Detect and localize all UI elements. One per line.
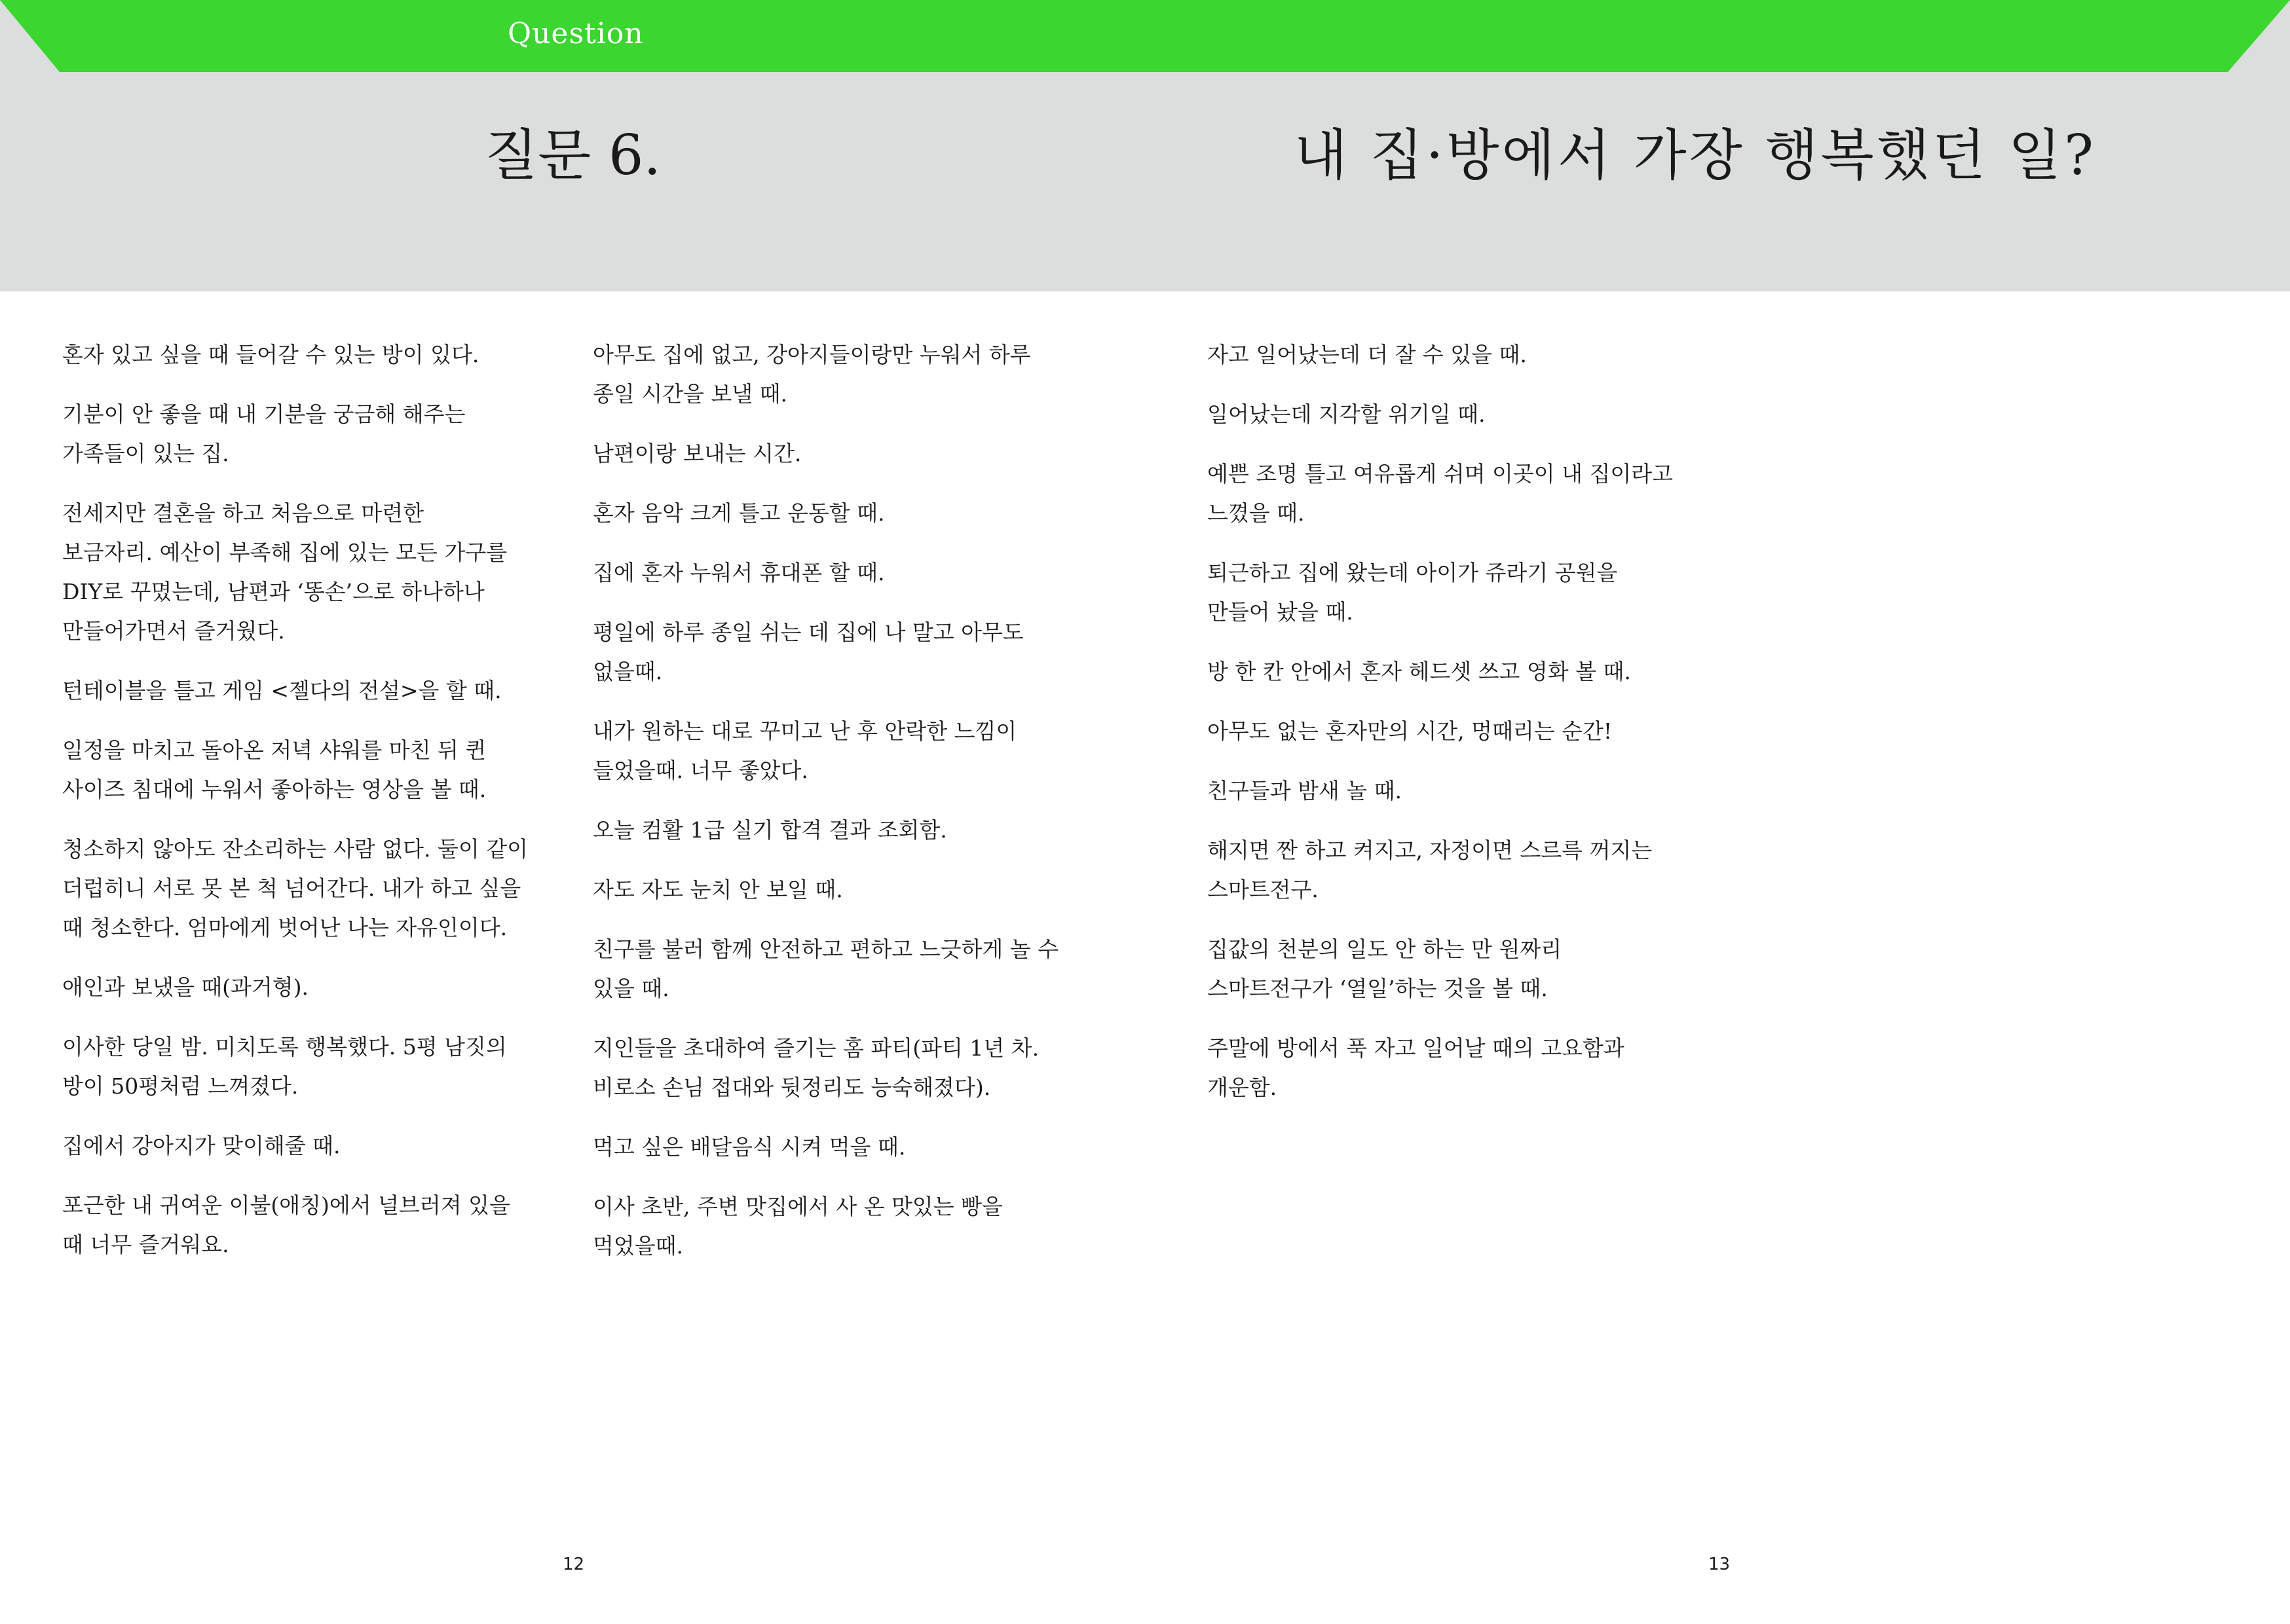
answer-item: 집값의 천분의 일도 안 하는 만 원짜리 스마트전구가 ‘열일’하는 것을 볼 때. (1207, 936, 1562, 1001)
answer-column-3 (1207, 335, 1718, 1128)
answer-item: 친구를 불러 함께 안전하고 편하고 느긋하게 놀 수 있을 때. (593, 936, 1059, 1001)
answer-column-2 (593, 335, 1097, 1286)
page-number-right: 13 (1708, 1555, 1731, 1574)
answer-item: 일어났는데 지각할 위기일 때. (1207, 401, 1486, 427)
answer-item: 애인과 보냈을 때(과거형). (62, 974, 309, 1000)
answer-item: 자고 일어났는데 더 잘 수 있을 때. (1207, 342, 1527, 367)
answer-column-1 (62, 335, 573, 1285)
answer-item: 친구들과 밤새 놀 때. (1207, 778, 1402, 803)
answer-item: 기분이 안 좋을 때 내 기분을 궁금해 해주는 가족들이 있는 집. (62, 401, 466, 466)
answer-item: 먹고 싶은 배달음식 시켜 먹을 때. (593, 1134, 906, 1160)
answer-item: 일정을 마치고 돌아온 저녁 샤워를 마친 뒤 퀸 사이즈 침대에 누워서 좋아하는 영상을 볼 때. (62, 737, 487, 802)
answer-item: 오늘 컴활 1급 실기 합격 결과 조회함. (593, 817, 947, 843)
answer-item: 평일에 하루 종일 쉬는 데 집에 나 말고 아무도 없을때. (593, 619, 1024, 684)
answer-item: 집에서 강아지가 맞이해줄 때. (62, 1133, 341, 1158)
page-number-left: 12 (563, 1555, 585, 1574)
answer-item: 주말에 방에서 푹 자고 일어날 때의 고요함과 개운함. (1207, 1035, 1624, 1100)
answer-item: 방 한 칸 안에서 혼자 헤드셋 쓰고 영화 볼 때. (1207, 659, 1631, 684)
answer-item: 아무도 없는 혼자만의 시간, 멍때리는 순간! (1207, 718, 1613, 744)
answer-item: 이사 초반, 주변 맛집에서 사 온 맛있는 빵을 먹었을때. (593, 1194, 1003, 1259)
answer-item: 혼자 있고 싶을 때 들어갈 수 있는 방이 있다. (62, 342, 479, 367)
answer-item: 이사한 당일 밤. 미치도록 행복했다. 5평 남짓의 방이 50평처럼 느껴졌다. (62, 1034, 507, 1099)
answer-item: 혼자 음악 크게 틀고 운동할 때. (593, 500, 885, 526)
answer-item: 자도 자도 눈치 안 보일 때. (593, 877, 843, 902)
question-banner (0, 0, 2290, 72)
answer-item: 퇴근하고 집에 왔는데 아이가 쥬라기 공원을 만들어 놨을 때. (1207, 560, 1618, 625)
answer-item: 아무도 집에 없고, 강아지들이랑만 누워서 하루 종일 시간을 보낼 때. (593, 342, 1031, 407)
answer-item: 내가 원하는 대로 꾸미고 난 후 안락한 느낌이 들었을때. 너무 좋았다. (593, 718, 1017, 783)
question-number: 질문 6. (485, 123, 662, 187)
answer-item: 예쁜 조명 틀고 여유롭게 쉬며 이곳이 내 집이라고 느꼈을 때. (1207, 461, 1673, 526)
section-label: Question (508, 17, 644, 50)
answer-item: 전세지만 결혼을 하고 처음으로 마련한 보금자리. 예산이 부족해 집에 있는 모든 가구를 DIY로 꾸몄는데, 남편과 ‘똥손’으로 하나하나 만들어가면서 즐거웠다. (62, 500, 508, 644)
answer-item: 청소하지 않아도 잔소리하는 사람 없다. 둘이 같이 더럽히니 서로 못 본 척 넘어간다. 내가 하고 싶을 때 청소한다. 엄마에게 벗어난 나는 자유인이다. (62, 836, 528, 940)
question-title: 내 집·방에서 가장 행복했던 일? (1294, 123, 2096, 187)
answer-item: 포근한 내 귀여운 이불(애칭)에서 널브러져 있을 때 너무 즐거워요. (62, 1192, 510, 1257)
answer-item: 턴테이블을 틀고 게임 <젤다의 전설>을 할 때. (62, 678, 502, 703)
answer-item: 남편이랑 보내는 시간. (593, 441, 802, 466)
answer-item: 집에 혼자 누워서 휴대폰 할 때. (593, 560, 885, 585)
answer-item: 해지면 짠 하고 켜지고, 자정이면 스르륵 꺼지는 스마트전구. (1207, 838, 1653, 902)
answer-item: 지인들을 초대하여 즐기는 홈 파티(파티 1년 차. 비로소 손님 접대와 뒷정리도 능숙해졌다). (593, 1035, 1040, 1100)
